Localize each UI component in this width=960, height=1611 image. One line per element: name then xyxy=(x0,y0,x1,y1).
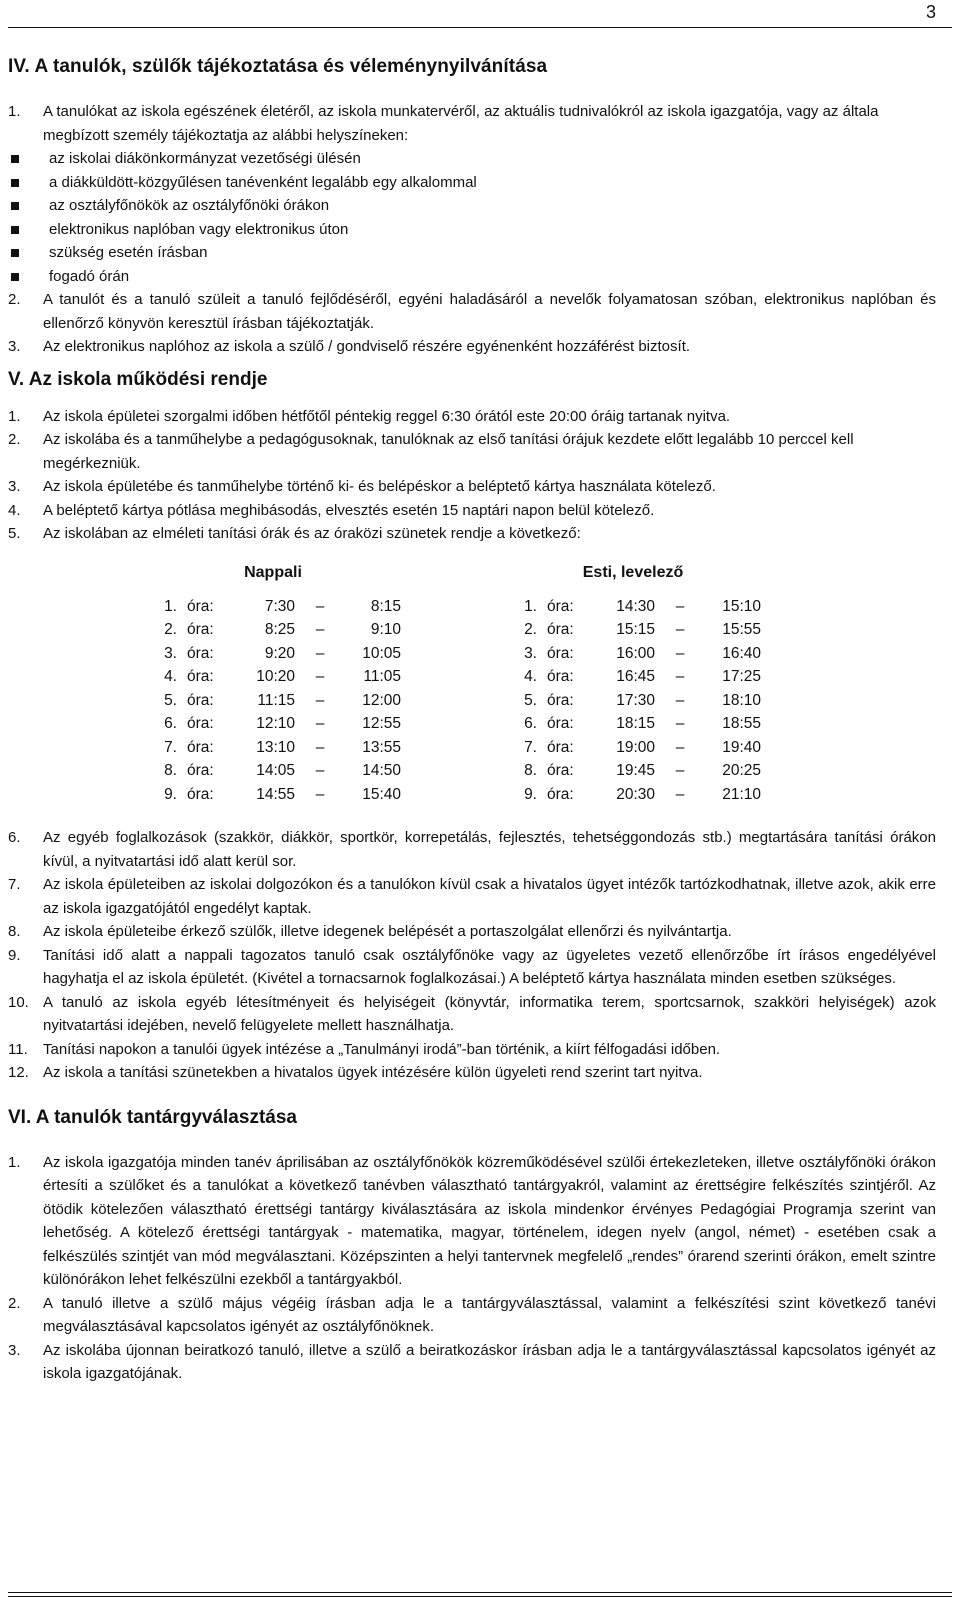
section-4-item-2 xyxy=(8,288,936,335)
period-label: óra: xyxy=(547,762,574,779)
list-item xyxy=(8,499,936,523)
footer-rule xyxy=(8,1592,952,1593)
bullet-square-icon xyxy=(11,179,19,187)
location-bullet-list xyxy=(8,147,936,288)
list-item xyxy=(8,1292,936,1339)
schedule-row xyxy=(145,783,401,807)
list-item xyxy=(8,428,936,475)
period-label: óra: xyxy=(547,668,574,685)
period-label: óra: xyxy=(187,621,214,638)
list-item xyxy=(8,944,936,991)
list-item xyxy=(8,1151,936,1292)
period-number: 1. xyxy=(524,597,537,615)
item-text: A beléptető kártya pótlása meghibásodás, elvesztés esetén 15 naptári napon belül kötelező. xyxy=(43,501,655,519)
period-dash: – xyxy=(675,715,685,732)
item-number: 3. xyxy=(8,478,21,495)
list-item xyxy=(8,522,936,546)
schedule-day-rows xyxy=(145,595,401,807)
period-start: 16:45 xyxy=(616,668,655,685)
item-text: Az iskola épületébe és tanműhelybe történő ki- és belépéskor a beléptető kártya használata kötelező. xyxy=(43,478,716,495)
period-start: 16:00 xyxy=(616,644,655,662)
period-label: óra: xyxy=(547,785,574,803)
period-end: 17:25 xyxy=(722,668,761,685)
period-number: 6. xyxy=(164,715,177,732)
period-dash: – xyxy=(315,621,325,638)
period-number: 3. xyxy=(524,644,537,662)
item-text: A tanulót és a tanuló szüleit a tanuló fejlődéséről, egyéni haladásáról a nevelők folyamatosan szóban, elektronikus naplóban és ellenőrző könyvön keresztül írásban tájékoztatják. xyxy=(43,291,936,332)
list-item xyxy=(8,147,936,171)
item-number: 3. xyxy=(8,1341,21,1359)
period-label: óra: xyxy=(187,715,214,732)
item-number: 2. xyxy=(8,291,21,308)
period-end: 8:15 xyxy=(370,597,401,615)
period-end: 15:40 xyxy=(362,785,401,803)
bullet-text: elektronikus naplóban vagy elektronikus úton xyxy=(49,220,349,238)
period-end: 18:55 xyxy=(722,715,761,732)
period-label: óra: xyxy=(187,644,214,662)
item-number: 8. xyxy=(8,923,21,940)
item-text: Az iskola a tanítási szünetekben a hivatalos ügyek intézésére külön ügyeleti rend szerint tart nyitva. xyxy=(43,1064,703,1081)
list-item xyxy=(8,265,936,289)
bullet-square-icon xyxy=(11,202,19,210)
period-start: 14:05 xyxy=(256,762,295,779)
period-dash: – xyxy=(315,668,325,685)
bullet-square-icon xyxy=(11,273,19,281)
schedule-row xyxy=(505,759,761,783)
section-4-item-1 xyxy=(8,100,936,147)
period-label: óra: xyxy=(187,762,214,779)
footer-rule-secondary xyxy=(8,1596,952,1597)
period-end: 18:10 xyxy=(722,691,761,709)
period-number: 7. xyxy=(164,738,177,756)
period-start: 19:00 xyxy=(616,738,655,756)
item-text: Az iskola épületeiben az iskolai dolgozókon és a tanulókon kívül csak a hivatalos ügyet intézők tartózkodhatnak, illetve azok, akik erre az iskola igazgatójától engedélyt kaptak. xyxy=(43,876,936,917)
schedule-row xyxy=(145,712,401,736)
item-text: Tanítási idő alatt a nappali tagozatos tanuló csak osztályfőnöke vagy az ügyeletes vezető ellenőrzőbe írt írásos engedélyével hagyhatja el az iskola épületét. (Kivétel a tornacsarnok foglalkozásai.) A beléptető kártya használata minden esetben szükséges. xyxy=(43,946,936,987)
list-item xyxy=(8,218,936,242)
schedule-row xyxy=(145,595,401,619)
schedule-evening xyxy=(505,564,761,807)
period-dash: – xyxy=(315,597,325,615)
period-start: 14:55 xyxy=(256,785,295,803)
schedule-row xyxy=(145,689,401,713)
section-5-title: V. Az iskola működési rendje xyxy=(8,368,268,390)
period-number: 8. xyxy=(164,762,177,779)
item-number: 9. xyxy=(8,946,21,964)
bullet-square-icon xyxy=(11,226,19,234)
period-number: 4. xyxy=(164,668,177,685)
period-start: 11:15 xyxy=(257,691,295,709)
period-start: 20:30 xyxy=(616,785,655,803)
section-4-title: IV. A tanulók, szülők tájékoztatása és véleménynyilvánítása xyxy=(8,56,548,77)
item-number: 4. xyxy=(8,501,21,519)
item-text: A tanulókat az iskola egészének életéről, az iskola munkatervéről, az aktuális tudnivalókról az iskola igazgatója, vagy az általa megbízott személy tájékoztatja az alábbi helyszíneken: xyxy=(43,103,879,144)
period-dash: – xyxy=(315,691,325,709)
period-label: óra: xyxy=(187,668,214,685)
header-rule xyxy=(8,27,952,28)
item-text: Tanítási napokon a tanulói ügyek intézése a „Tanulmányi irodá”-ban történik, a kiírt félfogadási időben. xyxy=(43,1040,721,1058)
period-end: 19:40 xyxy=(722,738,761,756)
period-number: 8. xyxy=(524,762,537,779)
period-end: 20:25 xyxy=(722,762,761,779)
schedule-row xyxy=(145,665,401,689)
period-dash: – xyxy=(675,597,685,615)
item-text: Az iskolába újonnan beiratkozó tanuló, illetve a szülő a beiratkozáskor írásban adja le a tantárgyválasztással kapcsolatos igényét az iskola igazgatójának. xyxy=(43,1341,936,1382)
item-text: Az iskola épületeibe érkező szülők, illetve idegenek belépését a portaszolgálat ellenőrzi és nyilvántartja. xyxy=(43,923,732,940)
item-number: 3. xyxy=(8,338,21,355)
list-item xyxy=(8,1061,936,1085)
bullet-text: az iskolai diákönkormányzat vezetőségi ülésén xyxy=(49,150,361,167)
schedule-row xyxy=(145,642,401,666)
period-start: 15:15 xyxy=(616,621,655,638)
period-number: 2. xyxy=(524,621,537,638)
period-number: 4. xyxy=(524,668,537,685)
period-number: 9. xyxy=(524,785,537,803)
period-number: 3. xyxy=(164,644,177,662)
list-item xyxy=(8,991,936,1038)
list-item xyxy=(8,405,936,429)
period-start: 9:20 xyxy=(264,644,295,662)
period-number: 6. xyxy=(524,715,537,732)
period-label: óra: xyxy=(187,597,214,615)
schedule-row xyxy=(145,759,401,783)
bullet-text: szükség esetén írásban xyxy=(49,244,208,261)
schedule-evening-title: Esti, levelező xyxy=(582,563,684,581)
item-number: 5. xyxy=(8,525,21,542)
schedule-row xyxy=(505,595,761,619)
bullet-text: a diákküldött-közgyűlésen tanévenként legalább egy alkalommal xyxy=(49,173,477,191)
section-4-item-3 xyxy=(8,335,936,359)
schedule-row xyxy=(145,736,401,760)
list-item xyxy=(8,475,936,499)
period-number: 9. xyxy=(164,785,177,803)
list-item xyxy=(8,873,936,920)
bullet-text: fogadó órán xyxy=(49,267,130,285)
period-end: 16:40 xyxy=(722,644,761,662)
period-end: 12:00 xyxy=(362,691,401,709)
item-number: 1. xyxy=(8,1153,21,1171)
item-text: Az iskolában az elméleti tanítási órák és az óraközi szünetek rendje a következő: xyxy=(43,525,581,542)
list-item xyxy=(8,171,936,195)
item-number: 1. xyxy=(8,103,21,120)
item-number: 1. xyxy=(8,407,21,425)
period-dash: – xyxy=(675,668,685,685)
period-label: óra: xyxy=(547,738,574,756)
list-item xyxy=(8,1038,936,1062)
period-dash: – xyxy=(675,738,685,756)
period-start: 12:10 xyxy=(256,715,295,732)
period-start: 10:20 xyxy=(256,668,295,685)
list-item xyxy=(8,826,936,873)
period-number: 5. xyxy=(164,691,177,709)
schedule-row xyxy=(505,642,761,666)
section-5-items-before xyxy=(8,405,936,546)
period-label: óra: xyxy=(187,691,214,709)
period-dash: – xyxy=(675,691,685,709)
page-number: 3 xyxy=(925,2,936,22)
item-text: A tanuló illetve a szülő május végéig írásban adja le a tantárgyválasztással, valamint a felkészítési szint következő tanévi megválasztásával kapcsolatos igényét az osztályfőnöknek. xyxy=(43,1294,936,1335)
list-item xyxy=(8,1339,936,1386)
item-number: 11. xyxy=(8,1040,28,1058)
item-text: Az elektronikus naplóhoz az iskola a szülő / gondviselő részére egyénenként hozzáférést biztosít. xyxy=(43,338,691,355)
item-text: Az iskola épületei szorgalmi időben hétfőtől péntekig reggel 6:30 órától este 20:00 óráig tartanak nyitva. xyxy=(43,407,731,425)
schedule-row xyxy=(505,665,761,689)
period-dash: – xyxy=(315,644,325,662)
period-number: 5. xyxy=(524,691,537,709)
section-6-title: VI. A tanulók tantárgyválasztása xyxy=(8,1106,297,1128)
period-end: 15:55 xyxy=(722,621,761,638)
period-dash: – xyxy=(315,762,325,779)
period-dash: – xyxy=(675,785,685,803)
period-dash: – xyxy=(675,644,685,662)
period-dash: – xyxy=(315,715,325,732)
item-text: Az iskola igazgatója minden tanév áprilisában az osztályfőnökök közreműködésével szülői értekezleteken, illetve osztályfőnöki órákon értesíti a szülőket és a tanulókat a következő tanévben választható tantárgyakról, valamint az érettségire felkészítés szintjéről. Az ötödik kötelezően választható érettségi tantárgy kiválasztására az iskola mindenkor érvényes Pedagógiai Programja szerint van lehetőség. A kötelező érettségi tantárgyak - matematika, magyar, történelem, idegen nyelv (angol, német) - esetében csak a felkészülés szintjét van mód megválasztani. Középszinten a helyi tantervnek megfelelő „rendes” órarend szerinti órákon, emelt szintre különórákon lehet felkészülni ezekből a tantárgyakból. xyxy=(43,1153,936,1288)
period-end: 21:10 xyxy=(722,785,761,803)
document-body xyxy=(8,56,936,1386)
period-end: 11:05 xyxy=(363,668,401,685)
schedule-row xyxy=(505,689,761,713)
period-label: óra: xyxy=(547,597,574,615)
period-start: 14:30 xyxy=(616,597,655,615)
schedule-row xyxy=(505,736,761,760)
item-text: A tanuló az iskola egyéb létesítményeit és helyiségeit (könyvtár, informatika terem, sportcsarnok, szakköri helyiségek) azok nyitvatartási idejében, nevelő felügyelete mellett használhatja. xyxy=(43,993,936,1034)
list-item xyxy=(8,920,936,944)
schedule-row xyxy=(505,618,761,642)
period-start: 18:15 xyxy=(616,715,655,732)
item-number: 10. xyxy=(8,993,29,1011)
period-number: 1. xyxy=(164,597,177,615)
period-start: 17:30 xyxy=(616,691,655,709)
bullet-square-icon xyxy=(11,155,19,163)
item-number: 2. xyxy=(8,1294,21,1312)
item-number: 7. xyxy=(8,876,21,893)
period-number: 2. xyxy=(164,621,177,638)
period-dash: – xyxy=(675,621,685,638)
bullet-text: az osztályfőnökök az osztályfőnöki órákon xyxy=(49,197,330,214)
period-label: óra: xyxy=(187,738,214,756)
period-label: óra: xyxy=(547,621,574,638)
schedule-evening-rows xyxy=(505,595,761,807)
list-item xyxy=(8,194,936,218)
schedule-row xyxy=(505,712,761,736)
period-dash: – xyxy=(315,785,325,803)
schedule-row xyxy=(505,783,761,807)
item-text: Az egyéb foglalkozások (szakkör, diákkör, sportkör, korrepetálás, fejlesztés, tehetséggondozás stb.) megtartására tanítási órákon kívül, a nyitvatartási idő alatt kerül sor. xyxy=(43,829,936,870)
item-text: Az iskolába és a tanműhelybe a pedagógusoknak, tanulóknak az első tanítási órájuk kezdete előtt legalább 10 perccel kell megérkezniük. xyxy=(43,431,854,472)
period-number: 7. xyxy=(524,738,537,756)
period-label: óra: xyxy=(547,644,574,662)
period-end: 10:05 xyxy=(362,644,401,662)
section-6-items xyxy=(8,1151,936,1386)
period-end: 12:55 xyxy=(362,715,401,732)
bullet-square-icon xyxy=(11,249,19,257)
period-label: óra: xyxy=(547,691,574,709)
period-dash: – xyxy=(675,762,685,779)
schedule-row xyxy=(145,618,401,642)
period-end: 15:10 xyxy=(722,597,761,615)
item-number: 2. xyxy=(8,431,21,448)
period-start: 13:10 xyxy=(256,738,295,756)
schedule-day-title: Nappali xyxy=(244,563,302,581)
period-label: óra: xyxy=(187,785,214,803)
period-end: 9:10 xyxy=(370,621,401,638)
period-end: 14:50 xyxy=(362,762,401,779)
bell-schedule xyxy=(8,564,936,807)
period-dash: – xyxy=(315,738,325,756)
period-start: 7:30 xyxy=(264,597,295,615)
period-start: 19:45 xyxy=(616,762,655,779)
schedule-day xyxy=(145,564,401,807)
item-number: 12. xyxy=(8,1064,29,1081)
item-number: 6. xyxy=(8,829,21,846)
period-end: 13:55 xyxy=(362,738,401,756)
list-item xyxy=(8,241,936,265)
section-5-items-after xyxy=(8,826,936,1085)
period-label: óra: xyxy=(547,715,574,732)
period-start: 8:25 xyxy=(264,621,295,638)
